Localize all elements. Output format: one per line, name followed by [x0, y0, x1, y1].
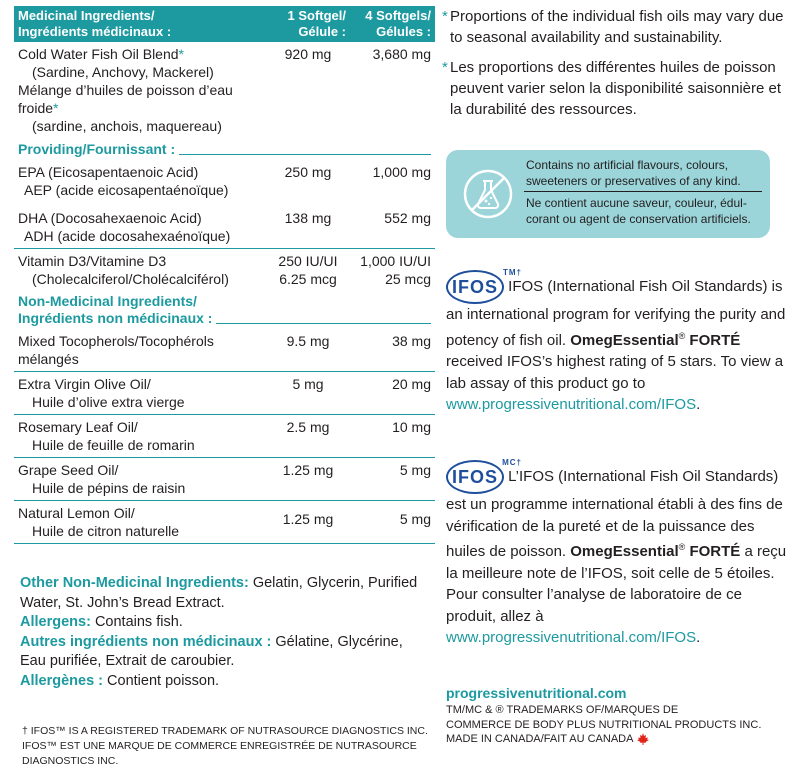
table-row — [14, 501, 435, 544]
epa-value-4: 1,000 mg — [372, 164, 431, 180]
asterisk-mark: * — [53, 100, 59, 116]
header-col1-line1: Medicinal Ingredients/ — [18, 8, 155, 23]
no-artificial-callout — [446, 150, 770, 238]
tocopherols-name: Mixed Tocopherols/Tocophérols mélangés — [18, 333, 214, 367]
brand-name: OmegEssential — [570, 543, 679, 560]
epa-value-1: 250 mg — [284, 164, 332, 180]
providing-label: Providing/Fournissant : — [18, 141, 176, 157]
allergens-label-en: Allergens: — [20, 614, 91, 630]
trademark-line2: COMMERCE DE BODY PLUS NUTRITIONAL PRODUCTS INC. — [446, 718, 762, 731]
ifos-logo — [446, 458, 522, 494]
dha-value-4: 552 mg — [384, 210, 431, 226]
ifos-link[interactable]: www.progressivenutritional.com/IFOS — [446, 629, 697, 646]
notes-panel — [442, 6, 791, 120]
ifos-fr-text-a: L’IFOS (International Fish Oil Standards) est un programme international établi à des fins de vérification de la pureté et de la puissance des huiles de poisson. — [446, 467, 783, 560]
header-col3-line2: Gélules : — [376, 24, 431, 39]
header-col3-line1: 4 Softgels/ — [365, 8, 431, 23]
footnote-fr: IFOS™ EST UNE MARQUE DE COMMERCE ENREGISTRÉE DE NUTRASOURCE DIAGNOSTICS INC. — [22, 740, 417, 767]
ingredients-panel — [14, 6, 435, 544]
table-row — [14, 372, 435, 415]
period: . — [696, 629, 701, 646]
ifos-logo-text: IFOS — [451, 467, 498, 487]
callout-divider — [524, 191, 762, 192]
proportion-note-fr-text: Les proportions des différentes huiles de poisson peuvent varier selon la disponibilité saisonnière et la durabilité des ressources. — [450, 59, 782, 118]
non-med-label-fr: Ingrédients non médicinaux : — [18, 310, 213, 326]
header-col2-line2: Gélule : — [298, 24, 346, 39]
fish-oil-name-fr: Mélange d’huiles de poisson d’eau froide — [18, 82, 233, 116]
ifos-en-text-b: received IFOS’s highest rating of 5 stars. To view a lab assay of this product go to — [446, 353, 784, 392]
rosemary-name: Rosemary Leaf Oil/ — [18, 419, 138, 435]
proportion-note-en-text: Proportions of the individual fish oils may vary due to seasonal availability and sustainability. — [450, 8, 784, 46]
ifos-mc-mark: MC† — [502, 458, 522, 467]
table-row — [14, 42, 435, 138]
dha-sub: ADH (acide docosahexaénoïque) — [24, 228, 231, 244]
callout-text-en: Contains no artificial flavours, colours, sweeteners or preservatives of any kind. — [526, 158, 741, 188]
trademark-footnotes — [22, 724, 442, 769]
period: . — [696, 396, 701, 413]
maple-leaf-icon — [636, 733, 650, 745]
lemon-name: Natural Lemon Oil/ — [18, 505, 135, 521]
ifos-en-text-a: IFOS (International Fish Oil Standards) is an international program for verifying the purity and potency of fish oil. — [446, 277, 786, 349]
grape-value-4: 5 mg — [350, 458, 435, 501]
table-header — [14, 6, 435, 42]
other-label-fr: Autres ingrédients non médicinaux : — [20, 633, 272, 650]
olive-name: Extra Virgin Olive Oil/ — [18, 376, 151, 392]
table-row — [14, 249, 435, 292]
fish-oil-value-4: 3,680 mg — [372, 46, 431, 62]
site-link[interactable]: progressivenutritional.com — [446, 685, 627, 701]
header-col1-line2: Ingrédients médicinaux : — [18, 24, 172, 39]
table-row — [14, 415, 435, 458]
ifos-fr-text-b: a reçu la meilleure note de l’IFOS, soit celle de 5 étoiles. Pour consulter l’analyse de laboratoire de ce produit, allez à — [446, 543, 787, 625]
grape-sub: Huile de pépins de raisin — [32, 480, 186, 496]
made-in-canada: MADE IN CANADA/FAIT AU CANADA — [446, 733, 633, 745]
vitd-name: Vitamin D3/Vitamine D3 — [18, 253, 167, 269]
header-col2-line1: 1 Softgel/ — [287, 8, 346, 23]
ifos-block-en — [446, 270, 791, 416]
vitd-value-1b: 6.25 mcg — [279, 271, 337, 287]
fish-oil-sub-en: (Sardine, Anchovy, Mackerel) — [32, 64, 214, 80]
fish-oil-sub-fr: (sardine, anchois, maquereau) — [32, 118, 222, 134]
non-med-label-en: Non-Medicinal Ingredients/ — [18, 293, 197, 309]
footnote-en: † IFOS™ IS A REGISTERED TRADEMARK OF NUTRASOURCE DIAGNOSTICS INC. — [22, 725, 428, 737]
epa-name: EPA (Eicosapentaenoic Acid) — [18, 164, 199, 180]
callout-text-fr: Ne contient aucune saveur, couleur, édul-corant ou agent de conservation artificiels. — [526, 196, 751, 226]
tocopherols-value-1: 9.5 mg — [286, 333, 330, 349]
olive-value-4: 20 mg — [350, 372, 435, 415]
asterisk-mark: * — [178, 46, 184, 62]
other-label-en: Other Non-Medicinal Ingredients: — [20, 575, 249, 591]
brand-name: OmegEssential — [570, 331, 679, 349]
ifos-logo — [446, 268, 522, 304]
providing-row — [14, 138, 435, 160]
other-ingredients — [20, 574, 430, 691]
allergens-text-en: Contains fish. — [90, 614, 183, 630]
rosemary-value-4: 10 mg — [350, 415, 435, 458]
allergens-text-fr: Contient poisson. — [103, 672, 220, 689]
allergens-label-fr: Allergènes : — [20, 672, 103, 689]
registered-mark: ® — [678, 330, 686, 341]
lemon-value-1: 1.25 mg — [266, 501, 350, 544]
trademark-line1: TM/MC & ® TRADEMARKS OF/MARQUES DE — [446, 704, 679, 716]
grape-name: Grape Seed Oil/ — [18, 462, 119, 478]
dha-value-1: 138 mg — [284, 210, 332, 226]
ingredients-table — [14, 6, 435, 544]
rosemary-value-1: 2.5 mg — [266, 415, 350, 458]
table-row — [14, 329, 435, 372]
tocopherols-value-4: 38 mg — [392, 333, 431, 349]
other-text-fr: Gélatine, Glycérine, Eau purifiée, Extrait de caroubier. — [20, 633, 403, 669]
table-row — [14, 458, 435, 501]
registered-mark: ® — [678, 542, 686, 552]
fish-oil-name-en: Cold Water Fish Oil Blend — [18, 46, 179, 62]
ifos-logo-text: IFOS — [451, 277, 498, 297]
brand-name-forte: FORTÉ — [685, 543, 741, 560]
vitd-value-4b: 25 mcg — [385, 271, 431, 287]
non-medicinal-row — [14, 291, 435, 329]
lemon-sub: Huile de citron naturelle — [32, 523, 180, 539]
fish-oil-value-1: 920 mg — [284, 46, 332, 62]
no-artificial-flask-icon — [462, 168, 514, 220]
olive-sub: Huile d’olive extra vierge — [32, 394, 185, 410]
rosemary-sub: Huile de feuille de romarin — [32, 437, 195, 453]
epa-sub: AEP (acide eicosapentaénoïque) — [24, 182, 229, 198]
vitd-sub: (Cholecalciferol/Cholécalciférol) — [32, 271, 229, 287]
dha-name: DHA (Docosahexaenoic Acid) — [18, 210, 202, 226]
asterisk-mark: * — [442, 59, 448, 76]
proportion-note-fr — [442, 57, 791, 120]
proportion-note-en — [442, 6, 791, 48]
ifos-tm-mark: TM† — [503, 268, 522, 277]
lemon-value-4: 5 mg — [350, 501, 435, 544]
brand-name-forte: FORTÉ — [685, 331, 741, 349]
olive-value-1: 5 mg — [266, 372, 350, 415]
table-row — [14, 160, 435, 202]
brand-block — [446, 683, 791, 747]
ifos-block-fr — [446, 460, 791, 649]
grape-value-1: 1.25 mg — [266, 458, 350, 501]
ifos-link[interactable]: www.progressivenutritional.com/IFOS — [446, 396, 697, 413]
asterisk-mark: * — [442, 8, 448, 25]
vitd-value-1a: 250 IU/UI — [278, 253, 338, 269]
table-row — [14, 202, 435, 249]
vitd-value-4a: 1,000 IU/UI — [360, 253, 431, 269]
other-text-en: Gelatin, Glycerin, Purified Water, St. John’s Bread Extract. — [20, 575, 418, 611]
